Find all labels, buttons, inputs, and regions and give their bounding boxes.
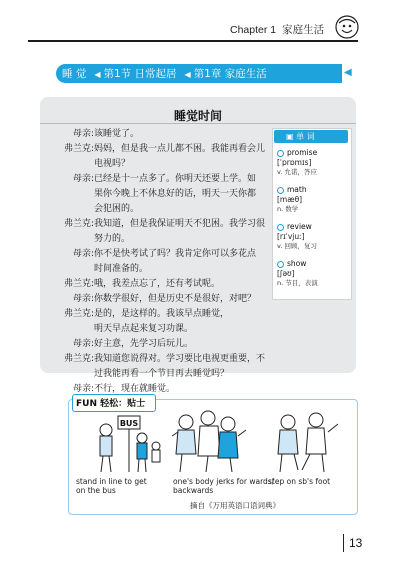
circle-bullet-icon: [277, 224, 284, 231]
dialogue-text: 果你今晚上不休息好的话，明天一天你都: [94, 189, 257, 199]
speaker-label: 弗兰克:: [63, 219, 94, 229]
vocab-ipa: [ˈprɒmɪs]: [277, 158, 312, 167]
dialogue-text: 过我能再看一个节目再去睡觉吗？: [94, 369, 230, 379]
caption-step-on-foot: step on sb's foot: [268, 477, 331, 486]
dialogue-text: 你数学很好，但是历史不是很好，对吧？: [94, 294, 257, 304]
speaker-label: 弗兰克:: [63, 309, 94, 319]
bus-queue-illustration: [80, 412, 166, 474]
dialogue-text: 明天早点起来复习功课。: [94, 324, 194, 334]
bus-sign-text: BUS: [119, 419, 139, 428]
dialogue-text: 电视吗？: [94, 159, 131, 169]
vocab-entry: [277, 222, 317, 250]
triangle-left-icon: ◀: [184, 70, 191, 79]
vocab-ipa: [mæθ]: [277, 195, 303, 204]
speaker-label: 母亲:: [72, 249, 94, 259]
speaker-label: 母亲:: [72, 174, 94, 184]
speaker-label: 母亲:: [72, 384, 94, 394]
dialogue-line: [50, 127, 272, 142]
chapter-number: Chapter 1: [230, 24, 277, 36]
speaker-label: 弗兰克:: [63, 279, 94, 289]
speaker-label: 弗兰克:: [63, 354, 94, 364]
dialogue-line: [50, 157, 272, 172]
banner-crumb-1: 第1节 日常起居: [103, 68, 177, 80]
dialogue-text: 好主意，先学习后玩儿。: [94, 339, 194, 349]
dialogue-title: 睡觉时间: [173, 109, 222, 123]
dialogue-line: [50, 142, 272, 157]
dialogue-line: [50, 232, 272, 247]
dialogue-text: 哦，我差点忘了，还有考试呢。: [94, 279, 221, 289]
banner-text: [62, 66, 267, 81]
cartoon-face-logo-icon: [334, 14, 360, 40]
vocab-entry: [277, 148, 317, 176]
dialogue-line: [50, 292, 272, 307]
dialogue-line: [50, 262, 272, 277]
step-on-foot-illustration: [262, 410, 342, 474]
circle-bullet-icon: [277, 150, 284, 157]
dialogue-line: [50, 322, 272, 337]
triangle-left-icon: ◀: [94, 70, 101, 79]
vocab-word: review: [287, 222, 312, 231]
dialogue-text: 妈妈，但是我一点儿都不困。我能再看会儿: [94, 144, 266, 154]
dialogue-line: [50, 352, 272, 367]
vocab-definition: n. 节目，表演: [277, 279, 318, 287]
vocabulary-heading: ▣ 单 词: [286, 132, 315, 141]
dialogue-line: [50, 187, 272, 202]
page-number: 13: [349, 536, 363, 550]
vocab-definition: v. 回顾，复习: [277, 242, 317, 250]
fun-tips-label: FUN 轻松：贴士: [76, 399, 146, 409]
title-divider: [40, 123, 356, 124]
crowd-jerk-illustration: [168, 410, 248, 474]
dialogue-text: 你不是快考试了吗？我肯定你可以多花点: [94, 249, 257, 259]
dialogue-text: 该睡觉了。: [94, 129, 140, 139]
dialogue-body: [50, 127, 272, 397]
dialogue-text: 是的，是这样的。我该早点睡觉，: [94, 309, 230, 319]
dialogue-line: [50, 367, 272, 382]
dialogue-text: 不行，现在就睡觉。: [94, 384, 176, 394]
dialogue-line: [50, 247, 272, 262]
dialogue-line: [50, 337, 272, 352]
vocab-definition: v. 允诺，答应: [277, 168, 317, 176]
dialogue-line: [50, 202, 272, 217]
speaker-label: 弗兰克:: [63, 144, 94, 154]
circle-bullet-icon: [277, 261, 284, 268]
page-number-rule: [343, 534, 344, 552]
caption-bus-queue: stand in line to get on the bus: [76, 477, 147, 495]
header-rule: [28, 40, 358, 42]
dialogue-line: [50, 307, 272, 322]
vocab-entry: [277, 185, 307, 213]
caption-body-jerk: one's body jerks for wards/ backwards: [173, 477, 275, 495]
dialogue-line: [50, 217, 272, 232]
vocab-ipa: [rɪˈvjuː]: [277, 232, 305, 241]
vocab-definition: n. 数学: [277, 205, 299, 213]
chapter-title: [230, 22, 324, 37]
banner-crumb-2: 第1章 家庭生活: [193, 68, 267, 80]
vocab-entry: [277, 259, 318, 287]
dialogue-text: 时间准备的。: [94, 264, 149, 274]
dialogue-text: 我知道，但是我保证明天不犯困。我学习很: [94, 219, 266, 229]
vocab-ipa: [ʃəʊ]: [277, 269, 295, 278]
banner-topic: 睡 觉: [62, 68, 87, 80]
dialogue-line: [50, 277, 272, 292]
speaker-label: 母亲:: [72, 294, 94, 304]
vocab-word: promise: [287, 148, 318, 157]
vocab-word: show: [287, 259, 307, 268]
book-icon: ▣: [286, 132, 294, 141]
speaker-label: 母亲:: [72, 339, 94, 349]
circle-bullet-icon: [277, 187, 284, 194]
dialogue-text: 我知道您说得对。学习要比电视更重要，不: [94, 354, 266, 364]
dialogue-text: 已经是十一点多了。你明天还要上学。如: [94, 174, 257, 184]
dialogue-text: 努力的。: [94, 234, 131, 244]
dialogue-text: 会犯困的。: [94, 204, 140, 214]
source-note: 摘自《万用英语口语词典》: [190, 501, 280, 510]
triangle-left-icon: ◀: [344, 67, 352, 78]
speaker-label: 母亲:: [72, 129, 94, 139]
chapter-name: 家庭生活: [282, 24, 325, 36]
dialogue-line: [50, 172, 272, 187]
vocab-word: math: [287, 185, 307, 194]
